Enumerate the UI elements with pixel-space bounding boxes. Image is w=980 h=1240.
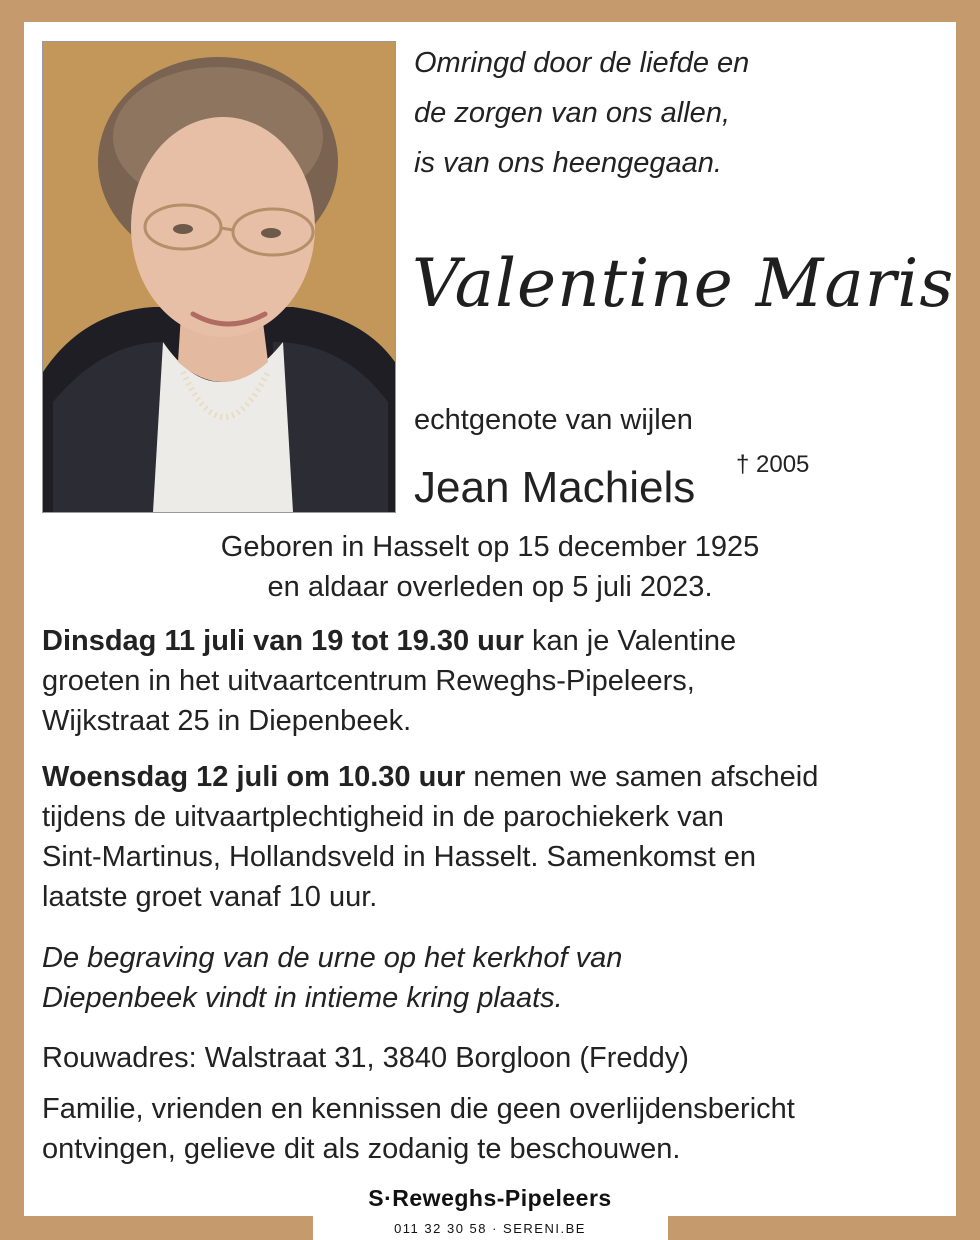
- birth-line: Geboren in Hasselt op 15 december 1925: [220, 531, 760, 563]
- brand-logo-mark: S·: [368, 1185, 393, 1211]
- visitation-line: groeten in het uitvaartcentrum Reweghs-Pipeleers,: [42, 665, 695, 697]
- notice-paragraph: [42, 1089, 942, 1169]
- ceremony-line: laatste groet vanaf 10 uur.: [42, 881, 378, 913]
- death-line: en aldaar overleden op 5 juli 2023.: [267, 571, 713, 603]
- notice-line: Familie, vrienden en kennissen die geen overlijdensbericht: [42, 1093, 795, 1125]
- ceremony-line-rest: nemen we samen afscheid: [465, 761, 819, 793]
- intro-line: is van ons heengegaan.: [414, 147, 722, 179]
- intro-line: Omringd door de liefde en: [414, 47, 750, 79]
- birth-death-info: [24, 527, 956, 607]
- brand-name: Reweghs-Pipeleers: [392, 1185, 612, 1211]
- spouse-label: echtgenote van wijlen: [414, 404, 693, 436]
- funeral-home-brand: [0, 1183, 980, 1213]
- spouse-name: Jean Machiels: [414, 463, 696, 512]
- ceremony-line: tijdens de uitvaartplechtigheid in de parochiekerk van: [42, 801, 724, 833]
- deceased-name: Valentine Maris: [412, 245, 955, 322]
- visitation-paragraph: [42, 621, 942, 741]
- mourning-address: Rouwadres: Walstraat 31, 3840 Borgloon (Freddy): [42, 1042, 689, 1074]
- burial-paragraph: [42, 938, 942, 1018]
- ceremony-line: [42, 757, 942, 797]
- ceremony-line: Sint-Martinus, Hollandsveld in Hasselt. Samenkomst en: [42, 841, 757, 873]
- intro-text: [414, 38, 934, 188]
- notice-line: ontvingen, gelieve dit als zodanig te beschouwen.: [42, 1133, 681, 1165]
- obituary-card: [24, 22, 956, 1240]
- burial-line: Diepenbeek vindt in intieme kring plaats.: [42, 982, 563, 1014]
- spouse-death-year: † 2005: [736, 451, 810, 478]
- visitation-line-rest: kan je Valentine: [523, 625, 737, 657]
- visitation-line: Wijkstraat 25 in Diepenbeek.: [42, 705, 412, 737]
- intro-line: de zorgen van ons allen,: [414, 97, 730, 129]
- ceremony-paragraph: [42, 757, 942, 917]
- portrait-photo: [42, 41, 396, 513]
- visitation-line: [42, 621, 942, 661]
- visitation-time: Dinsdag 11 juli van 19 tot 19.30 uur: [42, 625, 524, 657]
- ceremony-time: Woensdag 12 juli om 10.30 uur: [42, 761, 466, 793]
- funeral-home-contact: 011 32 30 58 · SERENI.BE: [394, 1221, 586, 1236]
- burial-line: De begraving van de urne op het kerkhof van: [42, 942, 623, 974]
